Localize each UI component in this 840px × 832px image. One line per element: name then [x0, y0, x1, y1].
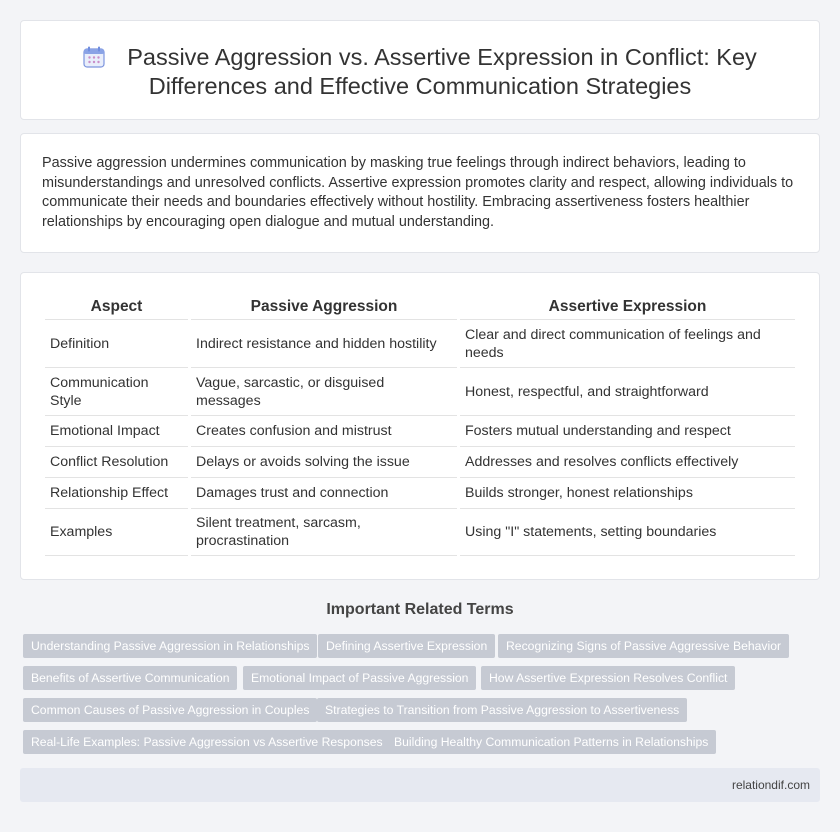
page-title [21, 43, 819, 101]
related-tag[interactable]: Common Causes of Passive Aggression in Couples [23, 698, 317, 722]
related-tag[interactable]: Strategies to Transition from Passive Aggression to Assertiveness [317, 698, 687, 722]
related-tag[interactable]: Building Healthy Communication Patterns in Relationships [386, 730, 716, 754]
related-tag[interactable]: How Assertive Expression Resolves Conflict [481, 666, 735, 690]
header-assertive-expression: Assertive Expression [548, 298, 707, 315]
header-passive-aggression: Passive Aggression [250, 298, 398, 315]
table-row [45, 508, 795, 556]
cell-assertive: Using "I" statements, setting boundaries [460, 508, 795, 556]
comparison-table [42, 295, 798, 556]
related-terms-heading: Important Related Terms [326, 601, 514, 618]
cell-assertive: Honest, respectful, and straightforward [460, 367, 795, 415]
cell-aspect: Relationship Effect [45, 477, 188, 508]
related-tag[interactable]: Recognizing Signs of Passive Aggressive Behavior [498, 634, 789, 658]
footer [20, 768, 820, 802]
summary-text: Passive aggression undermines communication by masking true feelings through indirect behaviors, leading to misunderstandings and unresolved conflicts. Assertive expression promotes clarity and respect, allowing individuals to communicate their needs and boundaries effectively without hostility. Embracing assertiveness fosters healthier relationships by encouraging open dialogue and mutual understanding. [42, 155, 794, 230]
related-tag[interactable]: Benefits of Assertive Communication [23, 666, 237, 690]
summary-card [20, 133, 820, 253]
calendar-icon [83, 46, 105, 68]
cell-assertive: Clear and direct communication of feelings and needs [460, 319, 795, 367]
related-tag[interactable]: Real-Life Examples: Passive Aggression vs Assertive Responses [23, 730, 391, 754]
cell-passive: Indirect resistance and hidden hostility [191, 319, 457, 367]
cell-assertive: Addresses and resolves conflicts effectively [460, 446, 795, 477]
table-row [45, 415, 795, 446]
cell-aspect: Communication Style [45, 367, 188, 415]
table-row [45, 367, 795, 415]
cell-assertive: Builds stronger, honest relationships [460, 477, 795, 508]
cell-aspect: Definition [45, 319, 188, 367]
table-row [45, 477, 795, 508]
cell-aspect: Conflict Resolution [45, 446, 188, 477]
cell-aspect: Examples [45, 508, 188, 556]
related-tag[interactable]: Emotional Impact of Passive Aggression [243, 666, 476, 690]
cell-passive: Damages trust and connection [191, 477, 457, 508]
comparison-card [20, 272, 820, 580]
footer-site: relationdif.com [731, 778, 810, 792]
table-row [45, 446, 795, 477]
cell-passive: Creates confusion and mistrust [191, 415, 457, 446]
cell-aspect: Emotional Impact [45, 415, 188, 446]
cell-assertive: Fosters mutual understanding and respect [460, 415, 795, 446]
header-aspect: Aspect [90, 298, 143, 315]
related-tag[interactable]: Understanding Passive Aggression in Relationships [23, 634, 317, 658]
title-card [20, 20, 820, 120]
table-header-row [45, 295, 795, 319]
cell-passive: Silent treatment, sarcasm, procrastination [191, 508, 457, 556]
page-title-text: Passive Aggression vs. Assertive Expression in Conflict: Key Differences and Effective Communication Strategies [127, 44, 757, 99]
related-tag[interactable]: Defining Assertive Expression [318, 634, 495, 658]
cell-passive: Delays or avoids solving the issue [191, 446, 457, 477]
table-row [45, 319, 795, 367]
cell-passive: Vague, sarcastic, or disguised messages [191, 367, 457, 415]
